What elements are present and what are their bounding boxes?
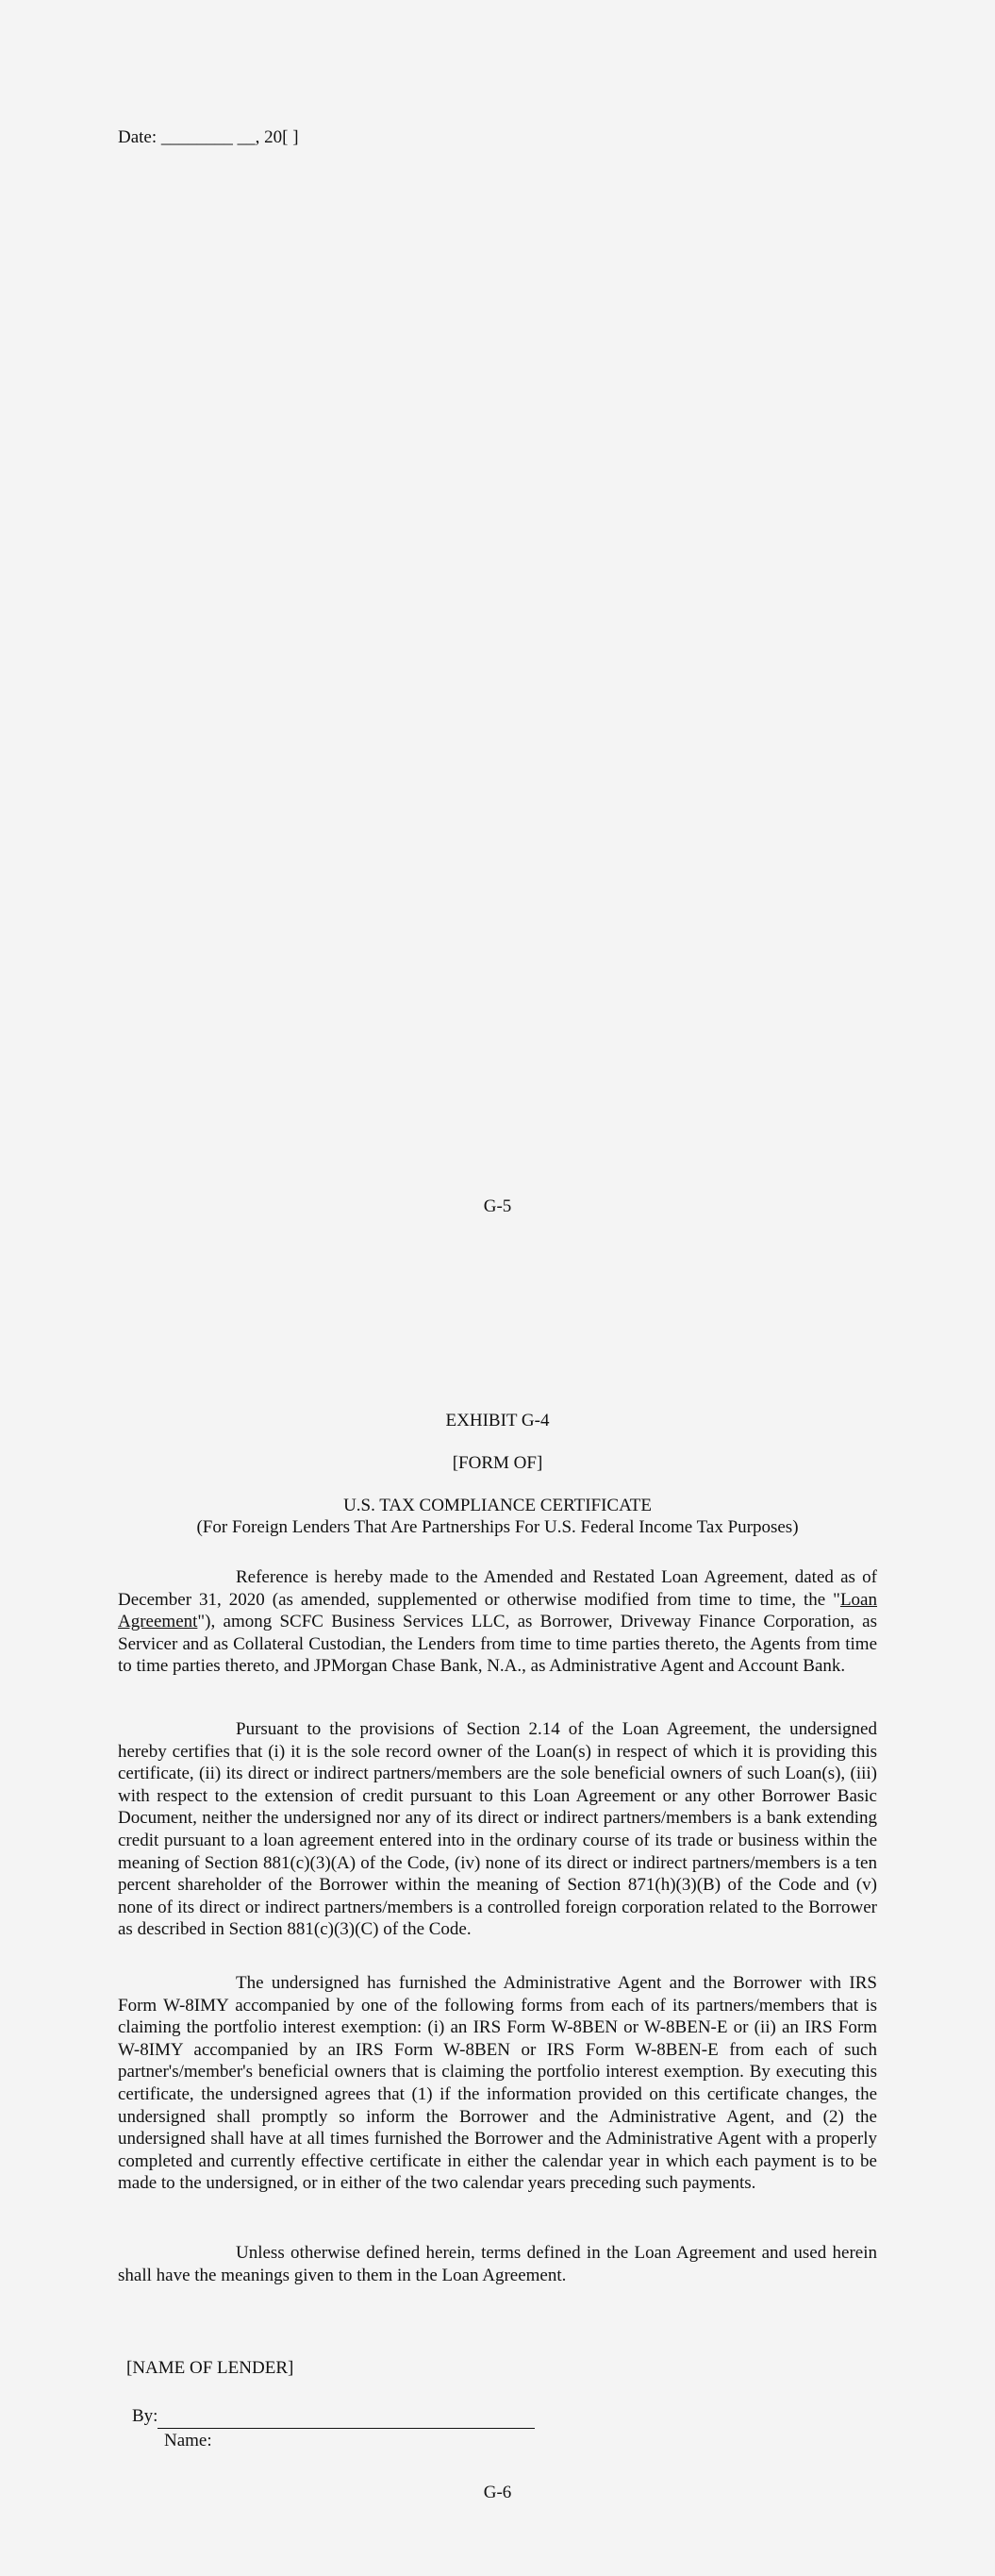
date-line: Date: ________ __, 20[ ]: [118, 127, 299, 147]
certificate-title: U.S. TAX COMPLIANCE CERTIFICATE: [343, 1496, 652, 1515]
paragraph-reference: [118, 1566, 877, 1678]
para1-text-after: "), among SCFC Business Services LLC, as Borrower, Driveway Finance Corporation, as Servicer and as Collateral Custodian, the Lenders from time to time parties thereto, the Agents from time to time parties thereto, and JPMorgan Chase Bank, N.A., as Administrative Agent and Account Bank.: [118, 1612, 877, 1677]
form-of-label: [FORM OF]: [452, 1453, 543, 1473]
name-label: Name:: [164, 2431, 212, 2451]
paragraph-certification: Pursuant to the provisions of Section 2.14 of the Loan Agreement, the undersigned hereby certifies that (i) it is the sole record owner of the Loan(s) in respect of which it is providing this certificate, (ii) its direct or indirect partners/members are the sole beneficial owners of such Loan(s), (iii) with respect to the extension of credit pursuant to this Loan Agreement or any other Borrower Basic Document, neither the undersigned nor any of its direct or indirect partners/members is a bank extending credit pursuant to a loan agreement entered into in the ordinary course of its trade or business within the meaning of Section 881(c)(3)(A) of the Code, (iv) none of its direct or indirect partners/members is a ten percent shareholder of the Borrower within the meaning of Section 871(h)(3)(B) of the Code and (v) none of its direct or indirect partners/members is a controlled foreign corporation related to the Borrower as described in Section 881(c)(3)(C) of the Code.: [118, 1719, 877, 1940]
signature-line: [158, 2410, 535, 2429]
page-number: G-5: [483, 1196, 512, 1216]
paragraph-definitions: Unless otherwise defined herein, terms defined in the Loan Agreement and used herein shall have the meanings given to them in the Loan Agreement.: [118, 2243, 877, 2285]
lender-name-placeholder: [NAME OF LENDER]: [126, 2358, 294, 2378]
by-label: By:: [132, 2406, 158, 2426]
exhibit-title: EXHIBIT G-4: [445, 1411, 550, 1430]
loan-agreement-term: Loan Agreement: [118, 1589, 877, 1632]
certificate-subtitle: (For Foreign Lenders That Are Partnerships For U.S. Federal Income Tax Purposes): [196, 1517, 799, 1537]
para1-text-before: Reference is hereby made to the Amended and Restated Loan Agreement, dated as of December 31, 2020 (as amended, supplemented or otherwise modified from time to time, the ": [118, 1567, 877, 1610]
signature-row: [132, 2404, 535, 2429]
page-number: G-6: [483, 2483, 512, 2502]
paragraph-forms: The undersigned has furnished the Administrative Agent and the Borrower with IRS Form W-8IMY accompanied by one of the following forms from each of its partners/members that is claiming the portfolio interest exemption: (i) an IRS Form W-8BEN or W-8BEN-E or (ii) an IRS Form W-8IMY accompanied by an IRS Form W-8BEN or IRS Form W-8BEN-E from each of such partner's/member's beneficial owners that is claiming the portfolio interest exemption. By executing this certificate, the undersigned agrees that (1) if the information provided on this certificate changes, the undersigned shall promptly so inform the Borrower and the Administrative Agent, and (2) the undersigned shall have at all times furnished the Borrower and the Administrative Agent with a properly completed and currently effective certificate in either the calendar year in which each payment is to be made to the undersigned, or in either of the two calendar years preceding such payments.: [118, 1973, 877, 2194]
